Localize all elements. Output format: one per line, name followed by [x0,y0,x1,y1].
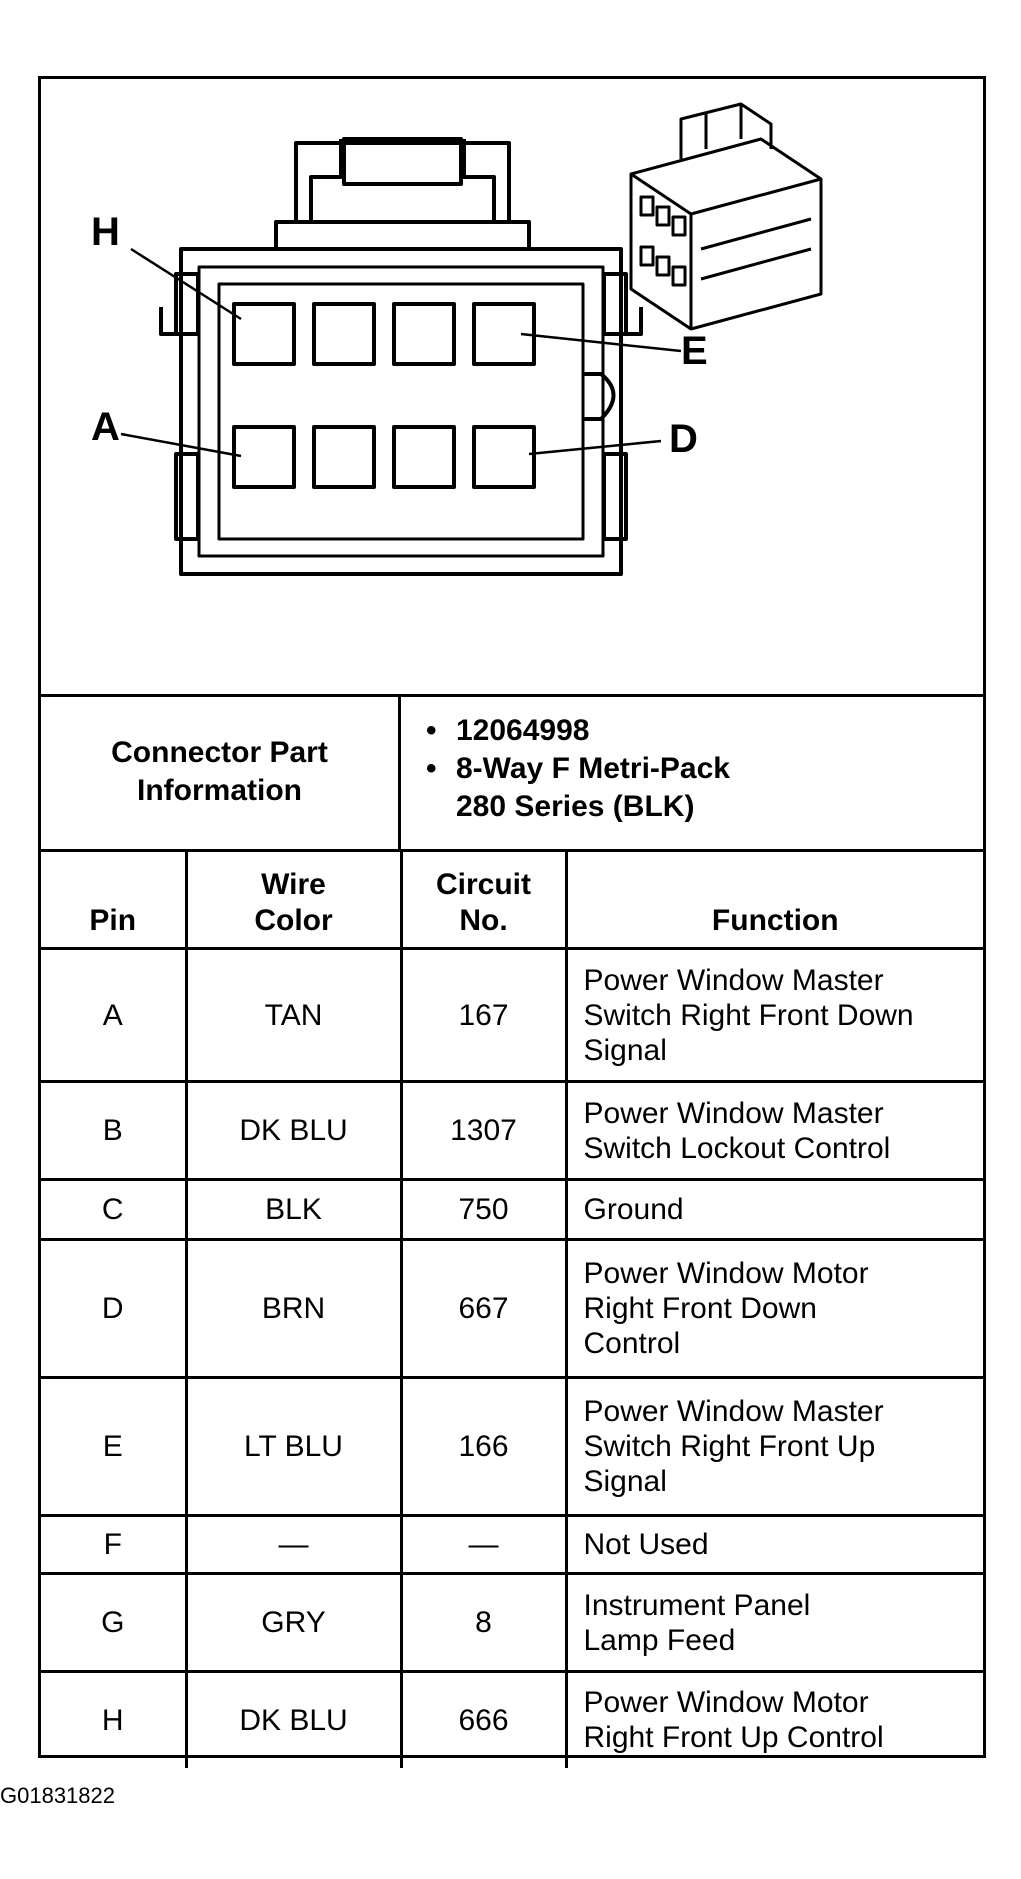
function-cell [566,1240,983,1378]
function-cell [566,949,983,1082]
header-wire-color-text: Wire Color [254,868,333,937]
pin-cell: A [41,949,186,1082]
circuit-no-cell: — [401,1516,566,1574]
table-row [41,1180,983,1240]
circuit-no-cell: 1307 [401,1082,566,1180]
pin-table [41,849,983,1768]
table-row [41,1082,983,1180]
pin-cell: B [41,1082,186,1180]
function-cell [566,1082,983,1180]
function-cell [566,1574,983,1672]
header-pin: Pin [41,849,186,949]
table-row [41,1378,983,1516]
connector-face-drawing [41,79,983,694]
table-row [41,1240,983,1378]
callout-pin-h: H [91,210,120,254]
part-number: 12064998 [456,714,590,747]
pin-cell: C [41,1180,186,1240]
part-number-item [426,712,776,750]
function-cell [566,1378,983,1516]
wire-color-cell: LT BLU [186,1378,401,1516]
function-text: Power Window Master Switch Lockout Control [583,1096,891,1165]
pin-cell: D [41,1240,186,1378]
callout-pin-a: A [91,405,120,449]
connector-sheet [38,76,986,1758]
pin-cell: G [41,1574,186,1672]
header-circuit-no [401,849,566,949]
function-text: Power Window Motor Right Front Up Control [583,1686,884,1755]
connector-diagram [41,79,983,697]
header-wire-color [186,849,401,949]
wire-color-cell: BRN [186,1240,401,1378]
figure-id: G01831822 [0,1783,115,1808]
function-cell [566,1672,983,1768]
wire-color-cell: DK BLU [186,1082,401,1180]
table-row [41,949,983,1082]
connector-type: 8-Way F Metri-Pack 280 Series (BLK) [456,752,730,823]
callout-pin-e: E [681,329,708,373]
circuit-no-cell: 166 [401,1378,566,1516]
connector-part-info-label-cell [41,694,401,849]
function-cell: Ground [566,1180,983,1240]
connector-part-info-row [41,694,983,852]
table-row [41,1516,983,1574]
wire-color-cell: DK BLU [186,1672,401,1768]
circuit-no-cell: 167 [401,949,566,1082]
pin-cell: H [41,1672,186,1768]
function-text: Power Window Master Switch Right Front Down Signal [583,963,914,1067]
table-row [41,1672,983,1768]
header-function: Function [566,849,983,949]
function-cell: Not Used [566,1516,983,1574]
callout-pin-d: D [669,417,698,461]
circuit-no-cell: 666 [401,1672,566,1768]
connector-part-info-values [426,712,776,826]
bullet-icon: • [426,714,437,747]
pin-cell: E [41,1378,186,1516]
circuit-no-cell: 750 [401,1180,566,1240]
wire-color-cell: BLK [186,1180,401,1240]
connector-type-item [426,750,776,826]
connector-part-info-label: Connector Part Information [111,735,328,807]
function-text: Power Window Motor Right Front Down Control [583,1257,869,1360]
wire-color-cell: — [186,1516,401,1574]
wire-color-cell: TAN [186,949,401,1082]
table-row [41,1574,983,1672]
function-text: Power Window Master Switch Right Front Up Signal [583,1395,884,1498]
circuit-no-cell: 8 [401,1574,566,1672]
circuit-no-cell: 667 [401,1240,566,1378]
pin-cell: F [41,1516,186,1574]
header-circuit-no-text: Circuit No. [435,868,531,937]
wire-color-cell: GRY [186,1574,401,1672]
bullet-icon: • [426,752,437,785]
function-text: Instrument Panel Lamp Feed [583,1588,811,1657]
table-header-row [41,849,983,949]
